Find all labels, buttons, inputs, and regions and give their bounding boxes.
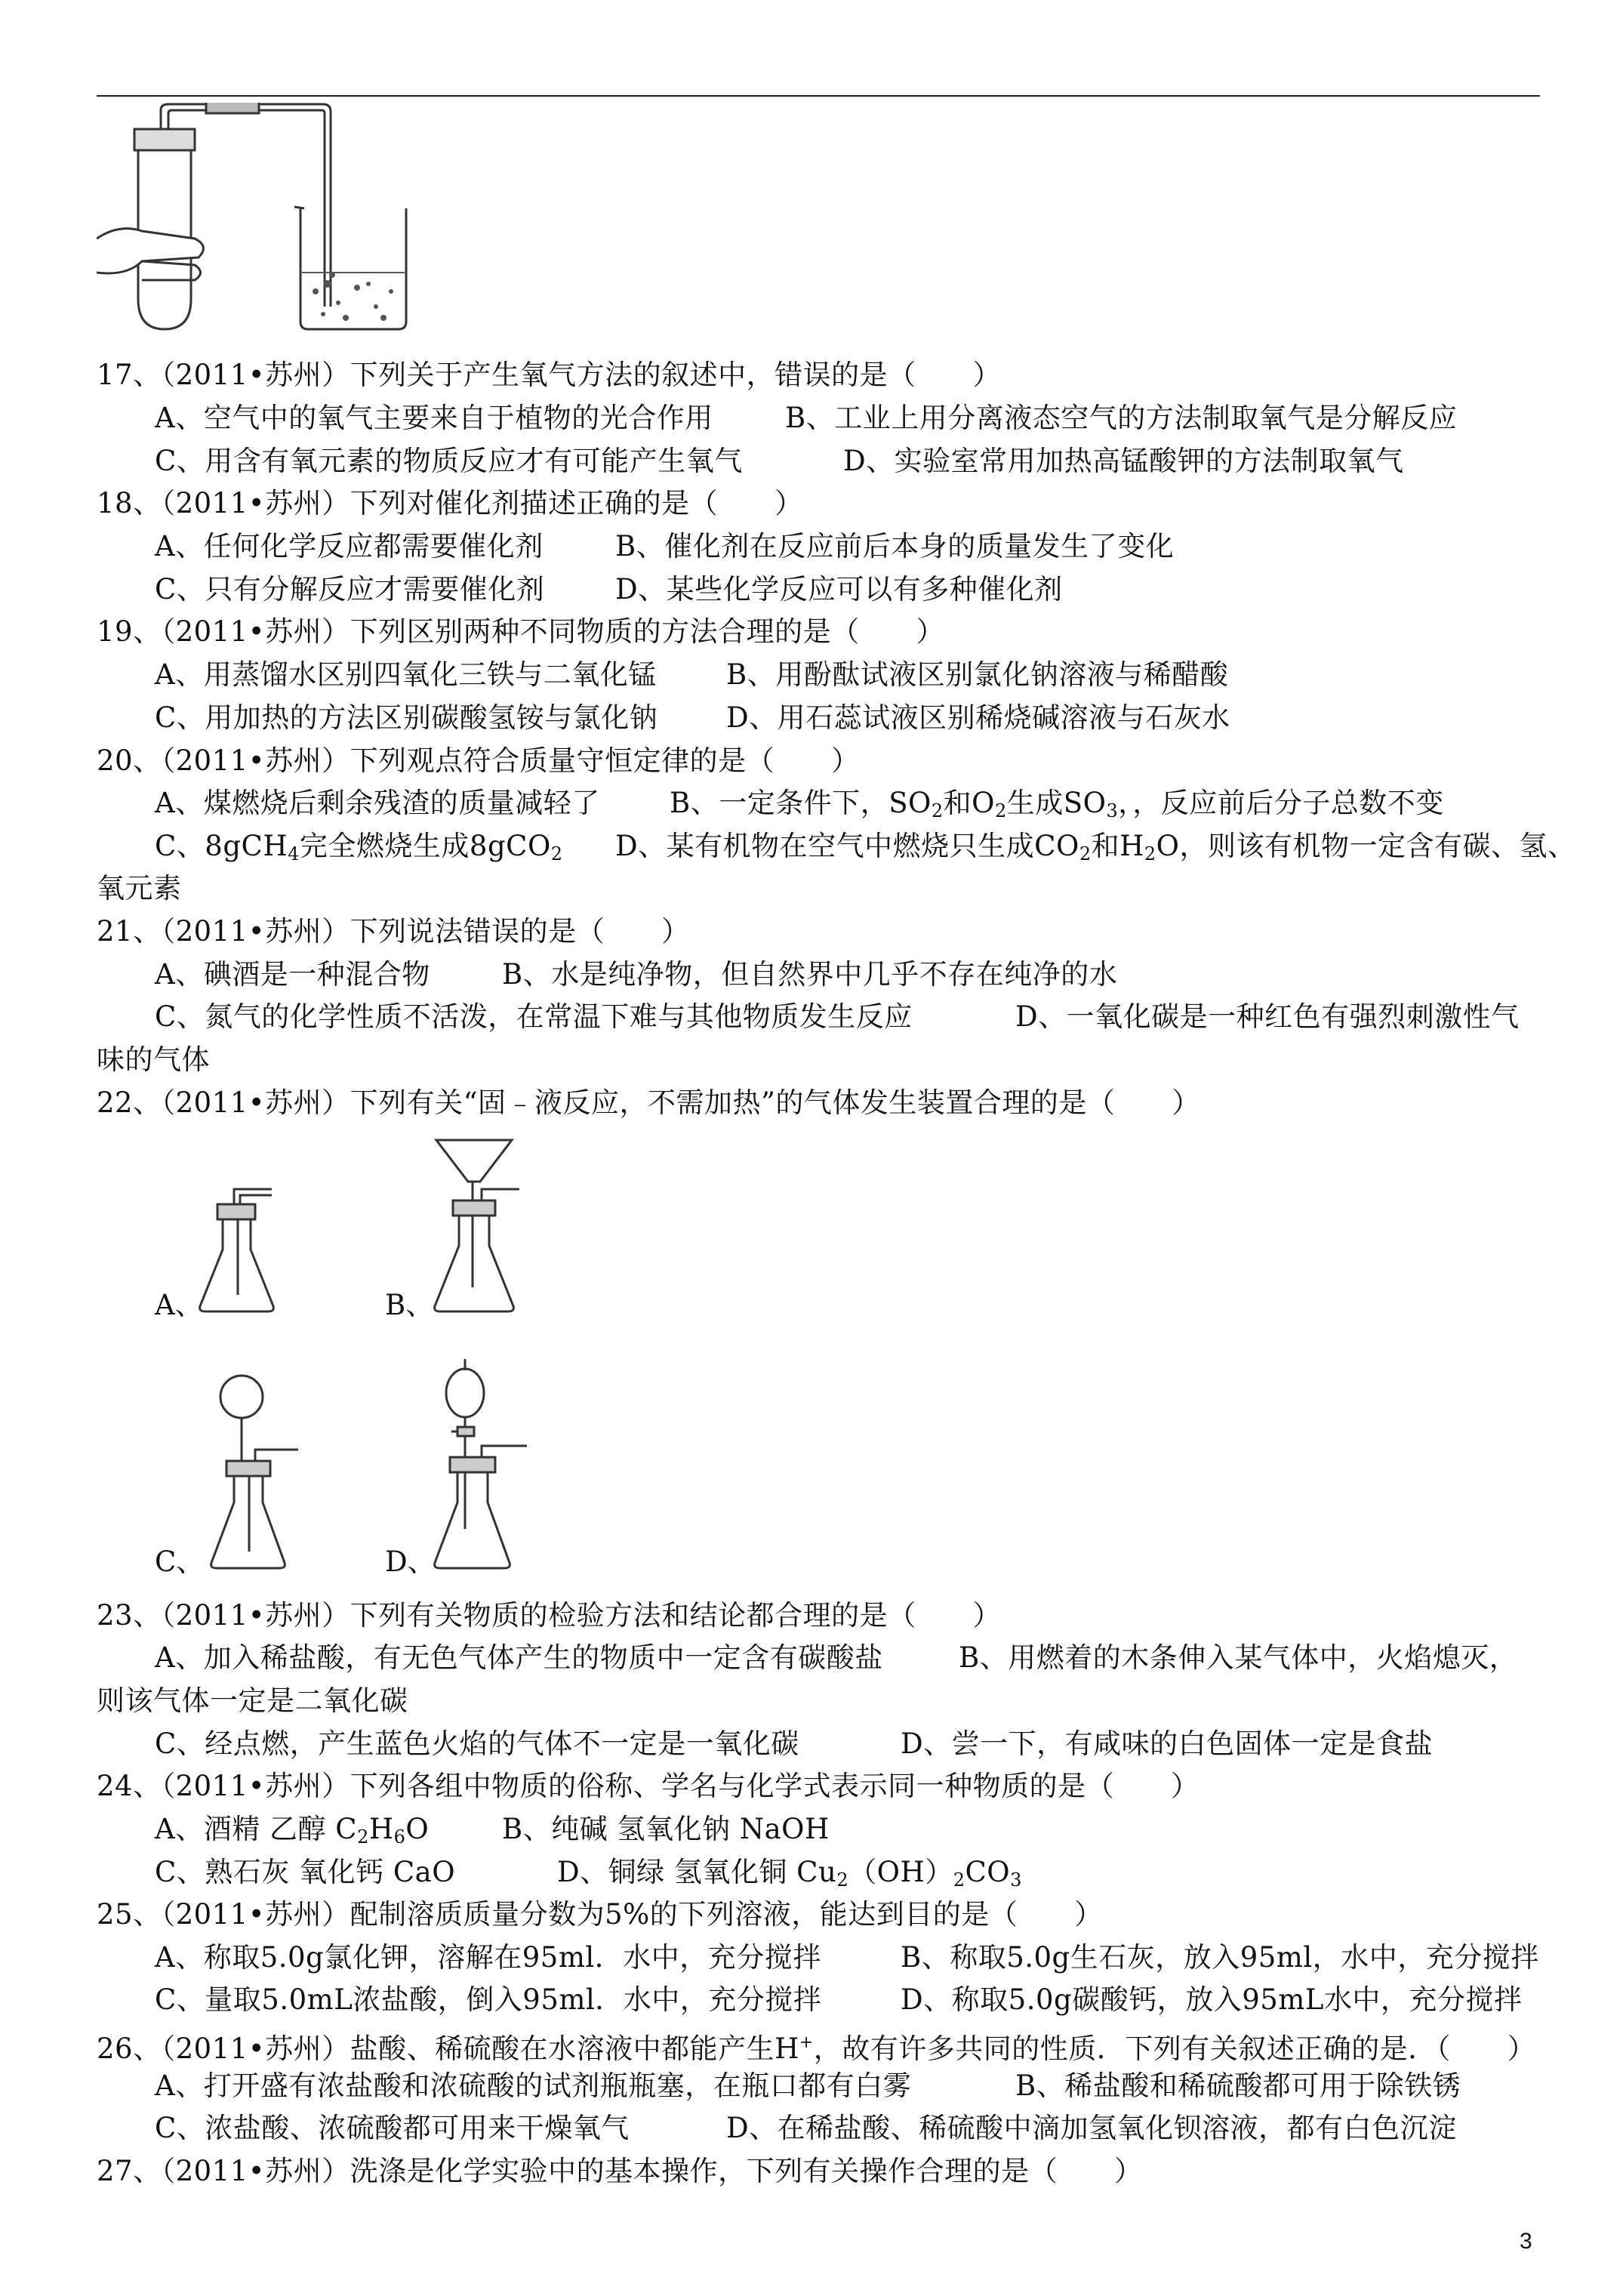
q18-option-c: C、只有分解反应才需要催化剂 [155, 573, 545, 606]
q23-option-c: C、经点燃，产生蓝色火焰的气体不一定是一氧化碳 [155, 1727, 799, 1760]
q17-stem: 17、（2011•苏州）下列关于产生氧气方法的叙述中，错误的是（ ） [97, 359, 1002, 391]
q18-option-d: D、某些化学反应可以有多种催化剂 [615, 573, 1063, 606]
q23-option-d: D、尝一下，有咸味的白色固体一定是食盐 [901, 1727, 1434, 1760]
q17-option-a: A、空气中的氧气主要来自于植物的光合作用 [155, 402, 713, 434]
q22-option-b-label: B、 [385, 1289, 434, 1321]
q26-stem: 26、（2011•苏州）盐酸、稀硫酸在水溶液中都能产生H+，故有许多共同的性质．下列有关叙述正确的是．（ ） [97, 2032, 1536, 2065]
q20-stem: 20、（2011•苏州）下列观点符合质量守恒定律的是（ ） [97, 744, 860, 777]
q23-option-b: B、用燃着的木条伸入某气体中，火焰熄灭， [959, 1641, 1518, 1674]
q19-option-b: B、用酚酞试液区别氯化钠溶液与稀醋酸 [726, 658, 1229, 691]
apparatus-b-figure [429, 1136, 542, 1318]
q24-option-a: A、酒精 乙醇 $C_2H_6O$ [155, 1813, 430, 1848]
q26-option-a: A、打开盛有浓盐酸和浓硫酸的试剂瓶瓶塞，在瓶口都有白雾 [155, 2069, 912, 2102]
q20-option-a: A、煤燃烧后剩余残渣的质量减轻了 [155, 787, 600, 819]
q18-option-b: B、催化剂在反应前后本身的质量发生了变化 [615, 530, 1175, 562]
q21-option-b: B、水是纯净物，但自然界中几乎不存在纯净的水 [502, 958, 1118, 991]
q26-option-b: B、稀盐酸和稀硫酸都可用于除铁锈 [1015, 2069, 1461, 2102]
q17-option-c: C、用含有氧元素的物质反应才有可能产生氧气 [155, 445, 743, 477]
q21-option-a: A、碘酒是一种混合物 [155, 958, 430, 991]
page-number: 3 [1520, 2229, 1532, 2254]
q18-stem: 18、（2011•苏州）下列对催化剂描述正确的是（ ） [97, 487, 803, 519]
q17-option-d: D、实验室常用加热高锰酸钾的方法制取氧气 [843, 445, 1404, 477]
apparatus-c-figure [204, 1370, 310, 1574]
q22-option-d-label: D、 [385, 1546, 436, 1578]
q26-option-d: D、在稀盐酸、稀硫酸中滴加氢氧化钡溶液，都有白色沉淀 [726, 2112, 1457, 2144]
q21-option-d-continued: 味的气体 [97, 1043, 210, 1076]
q25-option-d: D、称取5.0g碳酸钙，放入95mL水中，充分搅拌 [901, 1983, 1523, 2016]
q19-option-a: A、用蒸馏水区别四氧化三铁与二氧化锰 [155, 658, 657, 691]
q21-option-c: C、氮气的化学性质不活泼，在常温下难与其他物质发生反应 [155, 1000, 913, 1033]
q25-option-a: A、称取5.0g氯化钾，溶解在95ml．水中，充分搅拌 [155, 1941, 821, 1974]
q19-stem: 19、（2011•苏州）下列区别两种不同物质的方法合理的是（ ） [97, 615, 945, 648]
q17-option-b: B、工业上用分离液态空气的方法制取氧气是分解反应 [785, 402, 1458, 434]
q21-stem: 21、（2011•苏州）下列说法错误的是（ ） [97, 915, 690, 948]
q24-option-d: D、铜绿 氢氧化铜 $Cu_2(OH)_2CO_3$ [557, 1856, 1022, 1891]
q20-option-b: B、一定条件下，$SO_2$和$O_2$生成$SO_3$，，反应前后分子总数不变 [670, 787, 1444, 821]
q25-option-b: B、称取5.0g生石灰，放入95ml，水中，充分搅拌 [901, 1941, 1539, 1974]
q19-option-c: C、用加热的方法区别碳酸氢铵与氯化钠 [155, 701, 658, 734]
q26-option-c: C、浓盐酸、浓硫酸都可用来干燥氧气 [155, 2112, 630, 2144]
apparatus-d-figure [429, 1355, 542, 1574]
q27-stem: 27、（2011•苏州）洗涤是化学实验中的基本操作，下列有关操作合理的是（ ） [97, 2155, 1143, 2187]
q25-option-c: C、量取5.0mL浓盐酸，倒入95ml．水中，充分搅拌 [155, 1983, 822, 2016]
q25-stem: 25、（2011•苏州）配制溶质质量分数为5%的下列溶液，能达到目的是（ ） [97, 1898, 1103, 1931]
q23-option-b-continued: 则该气体一定是二氧化碳 [97, 1684, 408, 1717]
q20-option-c: C、8gCH$_4$完全燃烧生成8gCO$_2$ [155, 830, 563, 864]
q22-option-c-label: C、 [155, 1546, 205, 1578]
q21-option-d: D、一氧化碳是一种红色有强烈刺激性气 [1015, 1000, 1520, 1033]
q22-stem: 22、（2011•苏州）下列有关“固﹣液反应，不需加热”的气体发生装置合理的是（ ） [97, 1086, 1200, 1119]
q22-option-a-label: A、 [155, 1289, 203, 1321]
q18-option-a: A、任何化学反应都需要催化剂 [155, 530, 544, 562]
q24-option-c: C、熟石灰 氧化钙 CaO [155, 1856, 456, 1888]
q23-stem: 23、（2011•苏州）下列有关物质的检验方法和结论都合理的是（ ） [97, 1599, 1002, 1632]
header-rule [97, 95, 1540, 97]
q19-option-d: D、用石蕊试液区别稀烧碱溶液与石灰水 [726, 701, 1230, 734]
q24-stem: 24、（2011•苏州）下列各组中物质的俗称、学名与化学式表示同一种物质的是（ ） [97, 1770, 1200, 1802]
airtightness-apparatus-figure [97, 103, 414, 344]
apparatus-a-figure [196, 1182, 287, 1318]
q20-option-d-continued: 氧元素 [97, 872, 182, 905]
q23-option-a: A、加入稀盐酸，有无色气体产生的物质中一定含有碳酸盐 [155, 1641, 883, 1674]
q20-option-d: D、某有机物在空气中燃烧只生成$CO_2$和$H_2O$，则该有机物一定含有碳、氢、 [615, 830, 1576, 864]
q24-option-b: B、纯碱 氢氧化钠 NaOH [502, 1813, 830, 1845]
